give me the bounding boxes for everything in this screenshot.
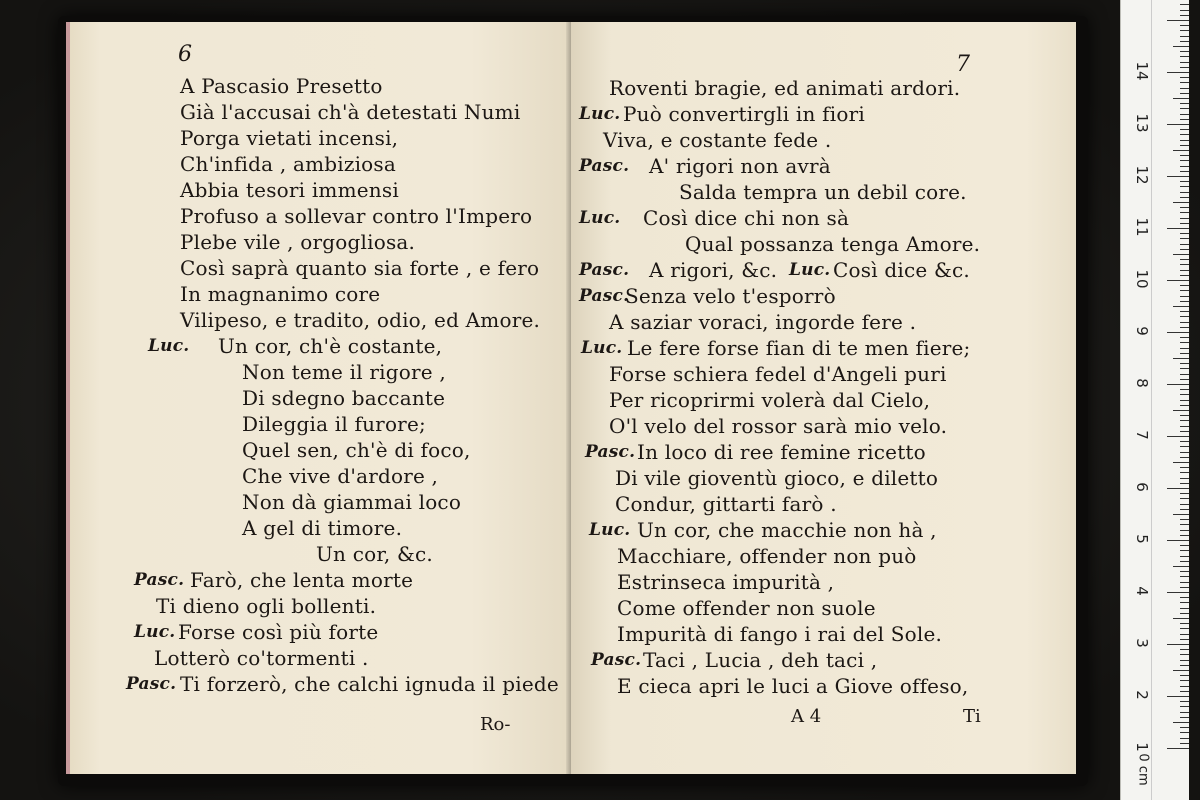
- text-line: Salda tempra un debil core.: [679, 180, 967, 204]
- ruler-tick: [1180, 623, 1189, 624]
- text-line: A saziar voraci, ingorde fere .: [609, 310, 917, 334]
- ruler-tick: [1180, 701, 1189, 702]
- ruler-tick: [1180, 181, 1189, 182]
- ruler-tick: [1180, 587, 1189, 588]
- text-line: Qual possanza tenga Amore.: [685, 232, 981, 256]
- ruler-tick: [1173, 670, 1189, 671]
- ruler-tick: [1180, 613, 1189, 614]
- text-line: Taci , Lucia , deh taci ,: [643, 648, 878, 672]
- ruler-tick: [1180, 296, 1189, 297]
- ruler-tick: [1180, 431, 1189, 432]
- ruler-number: 8: [1133, 378, 1151, 388]
- ruler-tick: [1180, 212, 1189, 213]
- text-line: Abbia tesori immensi: [180, 178, 399, 202]
- ruler-tick: [1180, 394, 1189, 395]
- speaker-label: Pasc.: [579, 286, 630, 306]
- ruler-tick: [1167, 436, 1189, 437]
- speaker-label: Pasc.: [126, 674, 177, 694]
- ruler-tick: [1180, 166, 1189, 167]
- ruler-tick: [1180, 478, 1189, 479]
- ruler-tick: [1180, 197, 1189, 198]
- left-page: [66, 22, 571, 774]
- ruler-tick: [1180, 327, 1189, 328]
- ruler-tick: [1173, 46, 1189, 47]
- text-line: Non dà giammai loco: [242, 490, 462, 514]
- ruler-tick: [1167, 72, 1189, 73]
- ruler-tick: [1180, 441, 1189, 442]
- ruler-tick: [1173, 410, 1189, 411]
- ruler-tick: [1180, 348, 1189, 349]
- ruler-tick: [1180, 483, 1189, 484]
- ruler-tick: [1180, 259, 1189, 260]
- ruler-tick: [1173, 150, 1189, 151]
- ruler-tick: [1180, 119, 1189, 120]
- ruler-tick: [1180, 51, 1189, 52]
- text-line: Lotterò co'tormenti .: [154, 646, 369, 670]
- ruler-number: 14: [1133, 61, 1151, 81]
- speaker-label: Luc.: [789, 260, 831, 280]
- ruler-tick: [1167, 280, 1189, 281]
- ruler-tick: [1167, 592, 1189, 593]
- ruler-tick: [1180, 41, 1189, 42]
- text-line: Così dice &c.: [833, 258, 970, 282]
- ruler-tick: [1180, 706, 1189, 707]
- ruler-tick: [1180, 192, 1189, 193]
- page-number-right: 7: [956, 52, 970, 77]
- ruler-tick: [1173, 202, 1189, 203]
- ruler-tick: [1180, 524, 1189, 525]
- ruler-tick: [1180, 129, 1189, 130]
- ruler-tick: [1167, 748, 1189, 749]
- ruler-tick: [1180, 576, 1189, 577]
- ruler-tick: [1180, 4, 1189, 5]
- text-line: Senza velo t'esporrò: [625, 284, 836, 308]
- text-line: Così dice chi non sà: [643, 206, 850, 230]
- speaker-label: Pasc.: [579, 156, 630, 176]
- ruler-tick: [1180, 545, 1189, 546]
- ruler-tick: [1180, 15, 1189, 16]
- ruler-tick: [1180, 56, 1189, 57]
- text-line: Impurità di fango i rai del Sole.: [617, 622, 943, 646]
- text-line: Macchiare, offender non può: [617, 544, 917, 568]
- ruler-number: 12: [1133, 165, 1151, 185]
- text-line: Un cor, ch'è costante,: [218, 334, 443, 358]
- ruler-tick: [1180, 649, 1189, 650]
- ruler-tick: [1180, 639, 1189, 640]
- text-line: Plebe vile , orgogliosa.: [180, 230, 416, 254]
- ruler-tick: [1167, 644, 1189, 645]
- ruler-tick: [1167, 540, 1189, 541]
- text-line: Condur, gittarti farò .: [615, 492, 837, 516]
- ruler-tick: [1167, 124, 1189, 125]
- ruler-tick: [1180, 738, 1189, 739]
- ruler-tick: [1180, 597, 1189, 598]
- ruler-tick: [1180, 467, 1189, 468]
- text-line: Quel sen, ch'è di foco,: [242, 438, 471, 462]
- speaker-label: Pasc.: [585, 442, 636, 462]
- ruler-edge: [1151, 0, 1152, 800]
- ruler-tick: [1180, 285, 1189, 286]
- ruler-tick: [1180, 249, 1189, 250]
- ruler-tick: [1180, 504, 1189, 505]
- ruler-tick: [1180, 582, 1189, 583]
- text-line: Porga vietati incensi,: [180, 126, 399, 150]
- ruler-tick: [1180, 550, 1189, 551]
- ruler-tick: [1180, 322, 1189, 323]
- ruler-tick: [1180, 628, 1189, 629]
- ruler-tick: [1180, 389, 1189, 390]
- ruler-tick: [1180, 10, 1189, 11]
- ruler-tick: [1180, 77, 1189, 78]
- text-line: Non teme il rigore ,: [242, 360, 446, 384]
- ruler-tick: [1180, 140, 1189, 141]
- text-line: Viva, e costante fede .: [603, 128, 832, 152]
- ruler-tick: [1167, 488, 1189, 489]
- text-line: A' rigori non avrà: [649, 154, 831, 178]
- text-line: A Pascasio Presetto: [180, 74, 383, 98]
- right-page: [571, 22, 1076, 774]
- text-line: Che vive d'ardore ,: [242, 464, 439, 488]
- text-line: A gel di timore.: [242, 516, 403, 540]
- text-line: Dileggia il furore;: [242, 412, 426, 436]
- ruler-tick: [1173, 566, 1189, 567]
- ruler-tick: [1180, 509, 1189, 510]
- ruler-number: 7: [1133, 430, 1151, 440]
- ruler-tick: [1180, 405, 1189, 406]
- ruler-tick: [1167, 384, 1189, 385]
- ruler-tick: [1180, 602, 1189, 603]
- catchword: Ro-: [480, 714, 511, 735]
- refrain-line: Un cor, &c.: [316, 542, 433, 566]
- text-line: Così saprà quanto sia forte , e fero: [180, 256, 540, 280]
- ruler-tick: [1180, 452, 1189, 453]
- ruler-tick: [1180, 290, 1189, 291]
- ruler-tick: [1180, 634, 1189, 635]
- text-line: A rigori, &c.: [649, 258, 778, 282]
- speaker-label: Pasc.: [579, 260, 630, 280]
- text-line: E cieca apri le luci a Giove offeso,: [617, 674, 969, 698]
- ruler-tick: [1180, 337, 1189, 338]
- ruler-tick: [1180, 665, 1189, 666]
- ruler-tick: [1180, 686, 1189, 687]
- ruler-tick: [1180, 368, 1189, 369]
- text-line: In loco di ree femine ricetto: [637, 440, 926, 464]
- ruler-tick: [1180, 379, 1189, 380]
- ruler-tick: [1173, 514, 1189, 515]
- ruler-tick: [1180, 114, 1189, 115]
- ruler-tick: [1180, 498, 1189, 499]
- ruler-tick: [1180, 103, 1189, 104]
- text-line: Può convertirgli in fiori: [623, 102, 865, 126]
- text-line: Roventi bragie, ed animati ardori.: [609, 76, 961, 100]
- text-line: Forse schiera fedel d'Angeli puri: [609, 362, 947, 386]
- ruler-number: 11: [1133, 217, 1151, 237]
- ruler-tick: [1180, 654, 1189, 655]
- speaker-label: Luc.: [581, 338, 623, 358]
- speaker-label: Luc.: [148, 336, 190, 356]
- ruler-tick: [1180, 342, 1189, 343]
- ruler-tick: [1180, 67, 1189, 68]
- speaker-label: Luc.: [589, 520, 631, 540]
- ruler-tick: [1180, 675, 1189, 676]
- text-line: Estrinseca impurità ,: [617, 570, 835, 594]
- ruler-tick: [1180, 145, 1189, 146]
- ruler-tick: [1180, 457, 1189, 458]
- ruler-tick: [1180, 732, 1189, 733]
- ruler-number: 1: [1133, 742, 1151, 752]
- ruler-tick: [1173, 722, 1189, 723]
- ruler-tick: [1180, 223, 1189, 224]
- ruler-tick: [1180, 363, 1189, 364]
- ruler-tick: [1180, 415, 1189, 416]
- ruler-tick: [1180, 218, 1189, 219]
- ruler-tick: [1180, 82, 1189, 83]
- ruler-tick: [1180, 727, 1189, 728]
- catchword: Ti: [963, 706, 981, 727]
- ruler-tick: [1167, 176, 1189, 177]
- text-line: In magnanimo core: [180, 282, 381, 306]
- text-line: Farò, che lenta morte: [190, 568, 414, 592]
- ruler-tick: [1180, 238, 1189, 239]
- ruler-tick: [1180, 275, 1189, 276]
- ruler-tick: [1180, 426, 1189, 427]
- ruler-number: 3: [1133, 638, 1151, 648]
- ruler-tick: [1167, 228, 1189, 229]
- ruler-tick: [1180, 108, 1189, 109]
- ruler-tick: [1180, 374, 1189, 375]
- ruler-tick: [1173, 358, 1189, 359]
- ruler-unit-label: 0 cm: [1135, 753, 1151, 786]
- ruler-tick: [1180, 62, 1189, 63]
- ruler-tick: [1180, 535, 1189, 536]
- ruler-tick: [1180, 25, 1189, 26]
- text-line: Profuso a sollevar contro l'Impero: [180, 204, 533, 228]
- signature-mark: A 4: [791, 706, 822, 727]
- ruler-tick: [1167, 696, 1189, 697]
- ruler-tick: [1180, 400, 1189, 401]
- ruler-tick: [1180, 155, 1189, 156]
- ruler-tick: [1180, 472, 1189, 473]
- speaker-label: Pasc.: [591, 650, 642, 670]
- ruler-tick: [1173, 462, 1189, 463]
- ruler-tick: [1167, 20, 1189, 21]
- ruler-tick: [1180, 556, 1189, 557]
- ruler-tick: [1180, 712, 1189, 713]
- ruler-tick: [1180, 660, 1189, 661]
- ruler-tick: [1180, 717, 1189, 718]
- ruler-tick: [1173, 306, 1189, 307]
- ruler-tick: [1180, 608, 1189, 609]
- text-line: Ch'infida , ambiziosa: [180, 152, 397, 176]
- ruler-tick: [1180, 420, 1189, 421]
- ruler-tick: [1180, 561, 1189, 562]
- speaker-label: Luc.: [134, 622, 176, 642]
- ruler-tick: [1180, 30, 1189, 31]
- text-line: Per ricoprirmi volerà dal Cielo,: [609, 388, 931, 412]
- ruler-tick: [1180, 530, 1189, 531]
- measurement-ruler: [1120, 0, 1189, 800]
- ruler-tick: [1180, 446, 1189, 447]
- ruler-number: 9: [1133, 326, 1151, 336]
- ruler-tick: [1173, 254, 1189, 255]
- text-line: Vilipeso, e tradito, odio, ed Amore.: [180, 308, 541, 332]
- ruler-tick: [1167, 332, 1189, 333]
- text-line: Di sdegno baccante: [242, 386, 446, 410]
- ruler-tick: [1180, 171, 1189, 172]
- ruler-number: 5: [1133, 534, 1151, 544]
- text-line: Di vile gioventù gioco, e diletto: [615, 466, 939, 490]
- ruler-tick: [1180, 93, 1189, 94]
- ruler-tick: [1180, 134, 1189, 135]
- ruler-tick: [1180, 264, 1189, 265]
- speaker-label: Luc.: [579, 104, 621, 124]
- ruler-tick: [1180, 88, 1189, 89]
- ruler-tick: [1180, 311, 1189, 312]
- text-line: Come offender non suole: [617, 596, 876, 620]
- text-line: Forse così più forte: [178, 620, 379, 644]
- ruler-tick: [1180, 691, 1189, 692]
- ruler-number: 2: [1133, 690, 1151, 700]
- text-line: Ti dieno ogli bollenti.: [156, 594, 377, 618]
- ruler-tick: [1180, 353, 1189, 354]
- ruler-tick: [1180, 186, 1189, 187]
- ruler-tick: [1173, 98, 1189, 99]
- ruler-tick: [1180, 160, 1189, 161]
- speaker-label: Pasc.: [134, 570, 185, 590]
- text-line: Già l'accusai ch'à detestati Numi: [180, 100, 521, 124]
- ruler-tick: [1180, 316, 1189, 317]
- ruler-tick: [1180, 680, 1189, 681]
- ruler-number: 4: [1133, 586, 1151, 596]
- text-line: Un cor, che macchie non hà ,: [637, 518, 937, 542]
- ruler-tick: [1180, 233, 1189, 234]
- ruler-number: 10: [1133, 269, 1151, 289]
- ruler-tick: [1180, 244, 1189, 245]
- text-line: Le fere forse fian di te men fiere;: [627, 336, 971, 360]
- ruler-tick: [1173, 618, 1189, 619]
- text-line: O'l velo del rossor sarà mio velo.: [609, 414, 948, 438]
- speaker-label: Luc.: [579, 208, 621, 228]
- ruler-number: 13: [1133, 113, 1151, 133]
- ruler-tick: [1180, 519, 1189, 520]
- ruler-tick: [1180, 493, 1189, 494]
- ruler-number: 6: [1133, 482, 1151, 492]
- ruler-tick: [1180, 571, 1189, 572]
- ruler-tick: [1180, 301, 1189, 302]
- text-line: Ti forzerò, che calchi ignuda il piede: [180, 672, 559, 696]
- ruler-tick: [1180, 270, 1189, 271]
- ruler-tick: [1180, 36, 1189, 37]
- page-number-left: 6: [178, 42, 192, 67]
- ruler-tick: [1180, 207, 1189, 208]
- ruler-tick: [1180, 743, 1189, 744]
